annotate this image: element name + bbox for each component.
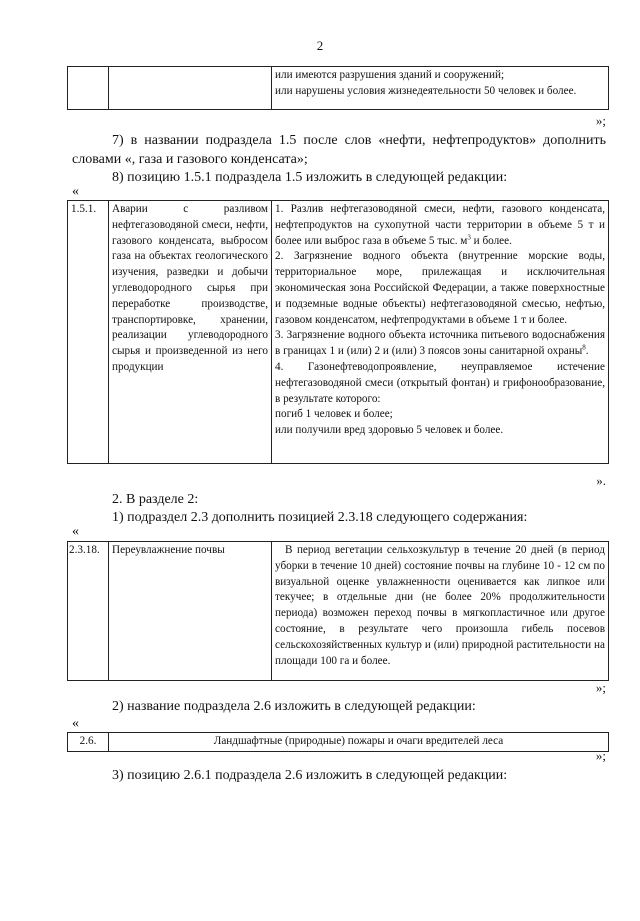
section-2-title: 2. В разделе 2: xyxy=(112,492,199,507)
continuation-table xyxy=(67,66,609,110)
criteria-text: и более. xyxy=(470,234,512,247)
criteria-item-4: 4. Газонефтеводопроявление, неуправляемое истечение нефтегазоводяной смеси (открытый фонтан) и грифонообразование, в результате которого: xyxy=(275,360,605,405)
opening-quote: « xyxy=(72,524,79,539)
superscript: 3 xyxy=(467,232,471,241)
item-2-3-paragraph: 3) позицию 2.6.1 подраздела 2.6 изложить в следующей редакции: xyxy=(112,768,508,783)
criteria-text: 1. Разлив нефтегазоводяной смеси, нефти, газового конденсата, нефтепродуктов на сухопутной части территории в объеме 5 т и более или выброс газа в объеме 5 тыс. м xyxy=(275,203,605,247)
closing-quote: ». xyxy=(596,473,606,488)
criteria-item-2: 2. Загрязнение водного объекта (внутренние морские воды, территориальное море, прилежащая и исключительная экономическая зона Российской Федерации, а также поверхностные и подземные водные объекты) нефтегазоводяной смесью, нефтью, газовом конденсатом, нефтепродуктами в объеме 1 т и более. xyxy=(275,250,605,326)
closing-quote: »; xyxy=(595,113,606,128)
table-row xyxy=(68,201,609,464)
table-row xyxy=(68,733,609,752)
code-cell: 2.3.18. xyxy=(68,542,109,681)
name-cell: Переувлажнение почвы xyxy=(109,542,272,681)
code-cell xyxy=(68,67,109,110)
criteria-line: или имеются разрушения зданий и сооружений; xyxy=(275,69,505,81)
name-cell: Аварии с разливом нефтегазоводяной смеси, нефти, газового конденсата, выбросом газа на объектах геологического изучения, разведки и добычи углеводородного сырья при переработке производстве, транспортировке, хранении, реализации углеводородного сырья и произведенной из него продукции xyxy=(109,201,272,464)
opening-quote: « xyxy=(72,716,79,731)
subsection-2-6-table xyxy=(67,732,609,752)
title-cell: Ландшафтные (природные) пожары и очаги вредителей леса xyxy=(109,733,609,752)
criteria-item-1 xyxy=(275,202,605,249)
item-8-paragraph: 8) позицию 1.5.1 подраздела 1.5 изложить в следующей редакции: xyxy=(112,170,508,185)
page-number: 2 xyxy=(316,38,324,53)
criteria-text: . xyxy=(585,345,589,358)
name-cell xyxy=(109,67,272,110)
criteria-cell: В период вегетации сельхозкультур в течение 20 дней (в период уборки в течение 10 дней) состояние почвы на глубине 10 - 12 см по визуальной оценке увлажненности оценивается как липкое или текучее; в отдельные дни (не более 20% продолжительности периода) возможен переход почвы в мягкопластичное или другое состояние, в результате чего произошла гибель посевов сельскохозяйственных культур и (или) природной растительности на площади 100 га и более. xyxy=(272,542,609,681)
item-2-1-paragraph: 1) подраздел 2.3 дополнить позицией 2.3.18 следующего содержания: xyxy=(112,510,528,525)
criteria-cell xyxy=(272,201,609,464)
closing-quote: »; xyxy=(595,680,606,695)
criteria-line: или нарушены условия жизнедеятельности 50 человек и более. xyxy=(275,84,577,97)
closing-quote: »; xyxy=(595,748,606,763)
criteria-cell xyxy=(272,67,609,110)
criteria-line: или получили вред здоровью 5 человек и более. xyxy=(275,424,504,437)
criteria-item-3 xyxy=(275,328,605,360)
item-2-2-paragraph: 2) название подраздела 2.6 изложить в следующей редакции: xyxy=(112,699,476,714)
criteria-line: погиб 1 человек и более; xyxy=(275,408,393,421)
footnote-ref: 8 xyxy=(582,343,586,352)
code-cell: 2.6. xyxy=(68,733,109,752)
code-cell: 1.5.1. xyxy=(68,201,109,464)
position-1-5-1-table xyxy=(67,200,609,464)
opening-quote: « xyxy=(72,184,79,199)
table-row xyxy=(68,542,609,681)
position-2-3-18-table xyxy=(67,541,609,681)
item-7-paragraph: 7) в названии подраздела 1.5 после слов «нефти, нефтепродуктов» дополнить словами «, газа и газового конденсата»; xyxy=(72,133,606,167)
table-row xyxy=(68,67,609,110)
criteria-text: 3. Загрязнение водного объекта источника питьевого водоснабжения в границах 1 и (или) 2 и (или) 3 поясов зоны санитарной охраны xyxy=(275,329,605,358)
